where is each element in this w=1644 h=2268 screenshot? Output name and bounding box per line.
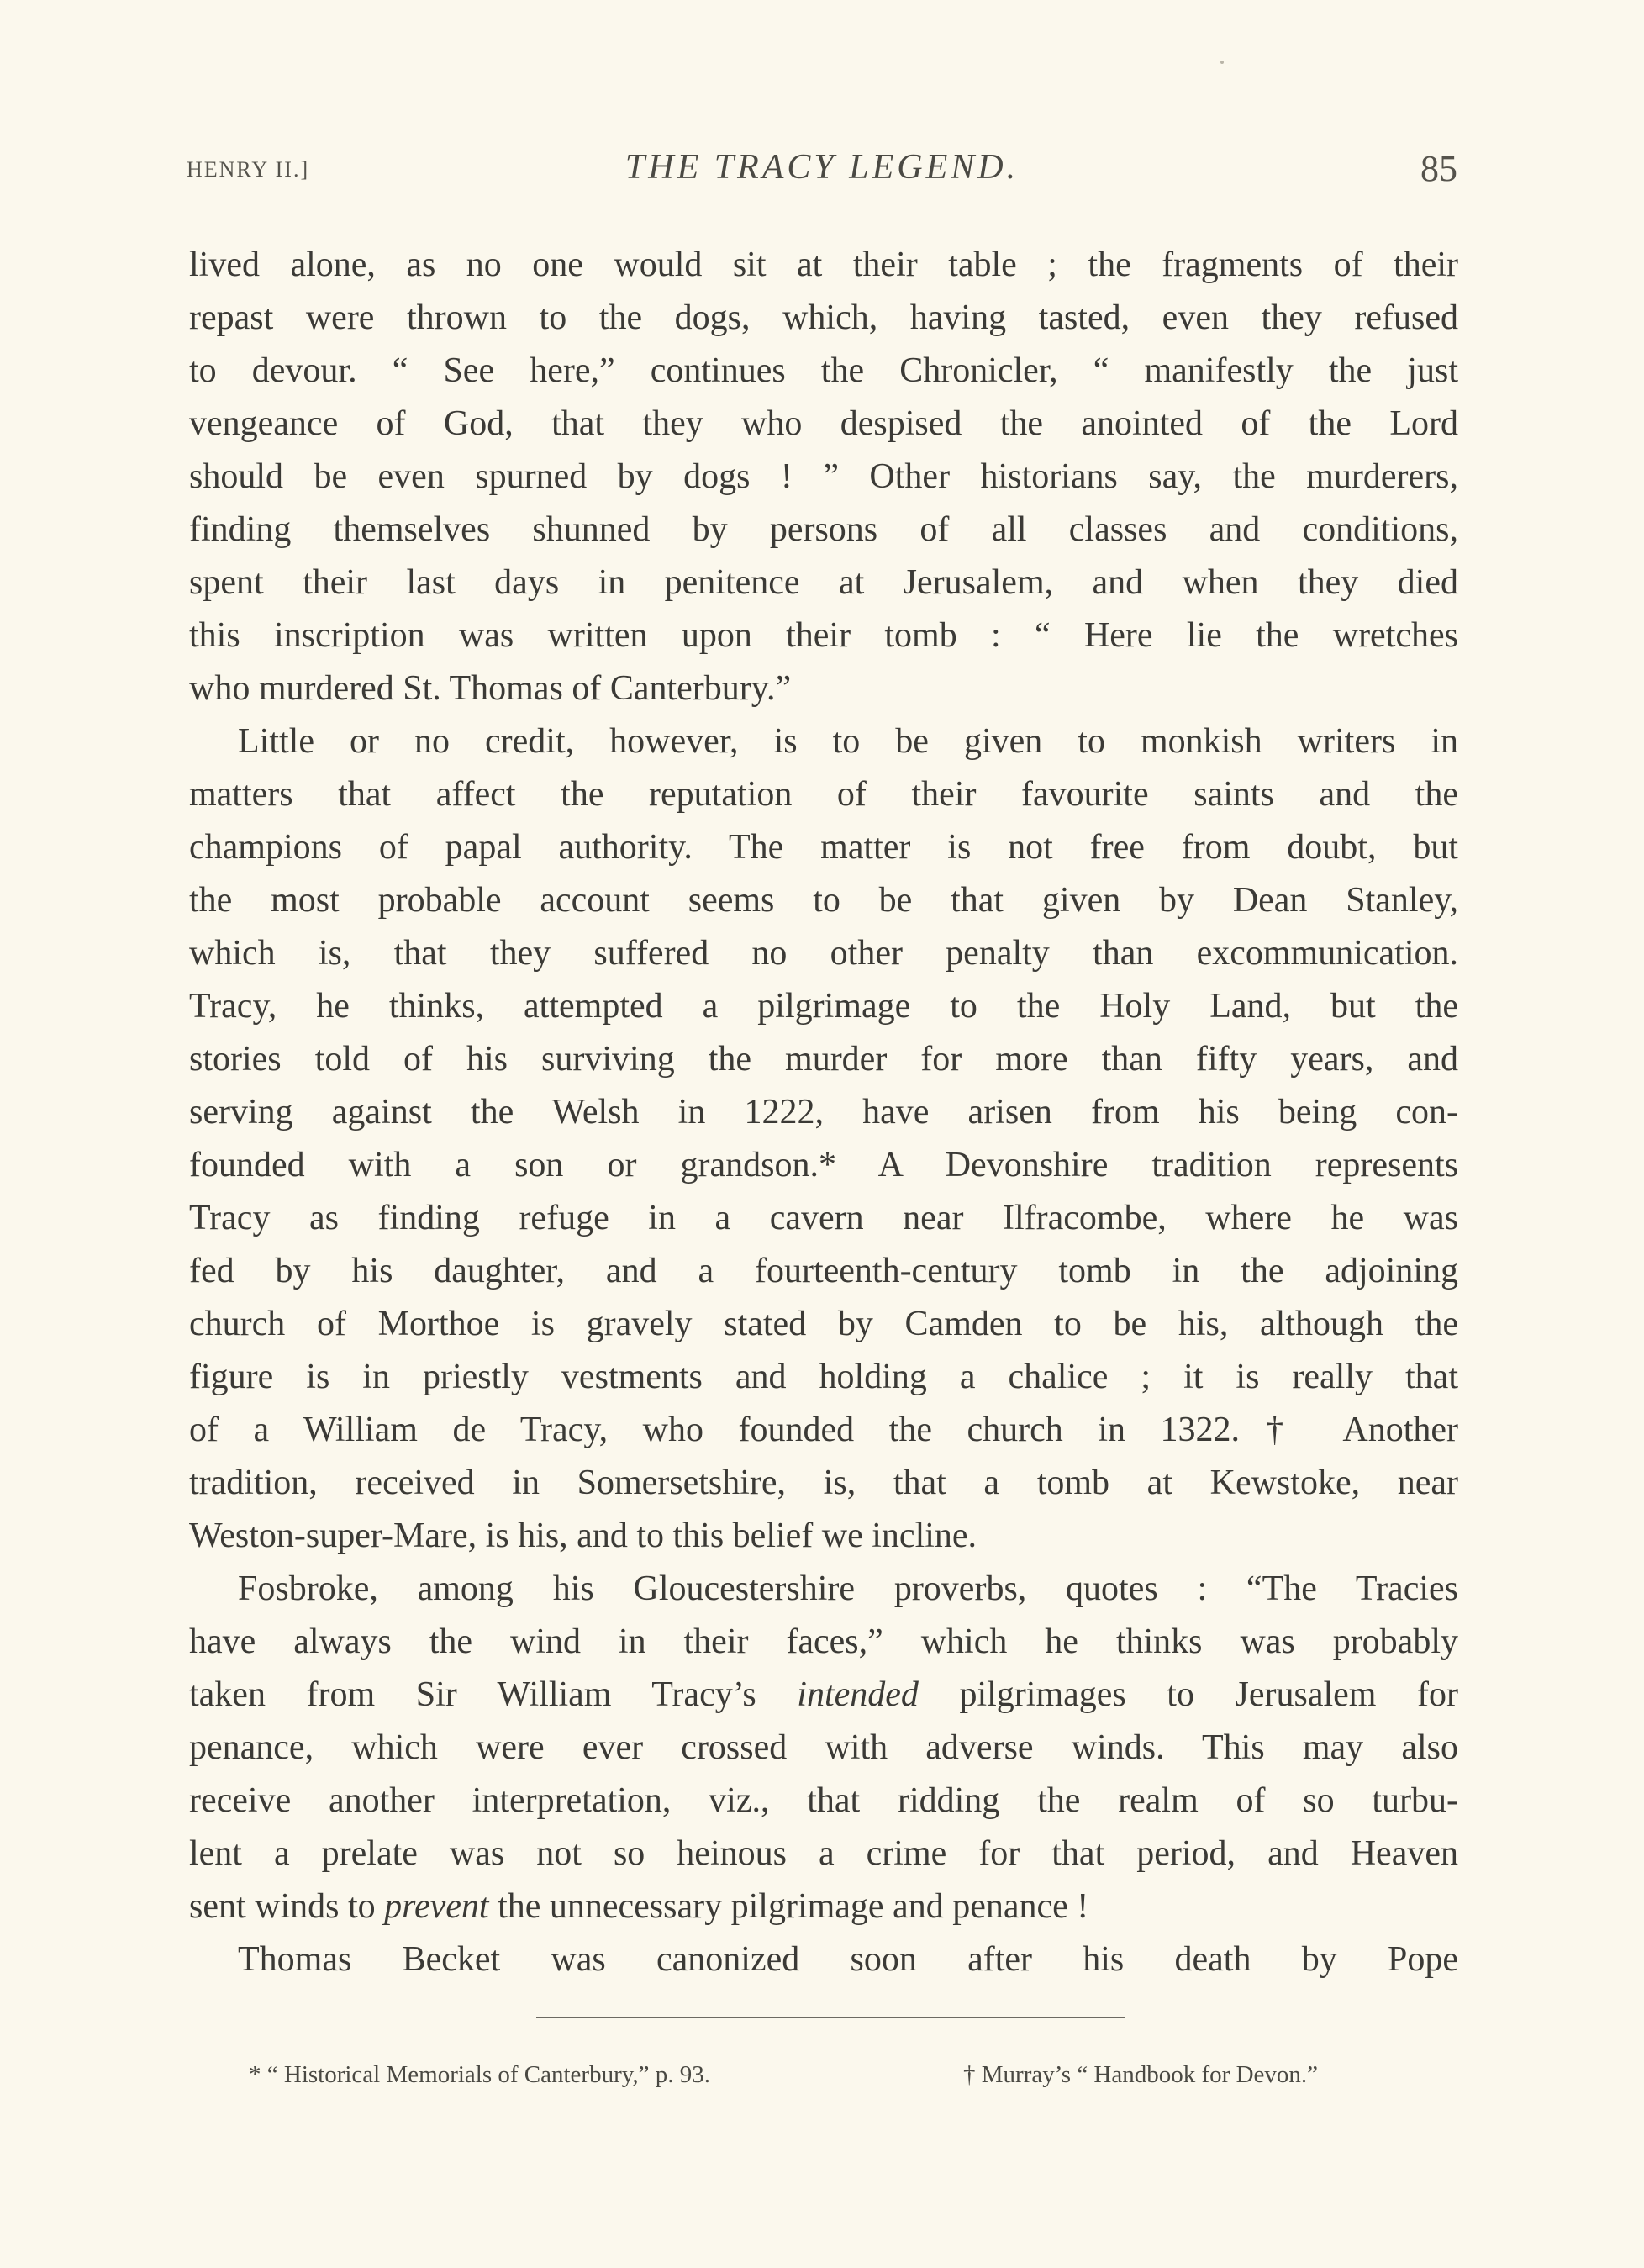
footnote-dagger: † Murray’s “ Handbook for Devon.” [963, 2061, 1319, 2088]
page-number: 85 [1420, 148, 1457, 189]
text-line: Tracy, he thinks, attempted a pilgrimage to the Holy Land, but the [189, 987, 1458, 1026]
text-line: lived alone, as no one would sit at their table ; the fragments of their [189, 245, 1458, 284]
text-line [189, 1669, 1458, 1722]
text-line: serving against the Welsh in 1222, have arisen from his being con- [189, 1093, 1458, 1131]
text-segment: sent winds to [189, 1887, 385, 1926]
text-line: which is, that they suffered no other penalty than excommunication. [189, 934, 1458, 973]
footnote-asterisk: * “ Historical Memorials of Canterbury,” p. 93. [249, 2061, 710, 2088]
text-line: Weston-super-Mare, is his, and to this belief we incline. [189, 1516, 977, 1555]
text-line: stories told of his surviving the murder for more than fifty years, and [189, 1040, 1458, 1079]
text-line: have always the wind in their faces,” which he thinks was probably [189, 1622, 1458, 1661]
text-line: vengeance of God, that they who despised the anointed of the Lord [189, 404, 1458, 443]
footnote-rule [536, 2017, 1125, 2018]
paragraph-start-line: Little or no credit, however, is to be given to monkish writers in [238, 722, 1458, 761]
text-line: founded with a son or grandson.* A Devonshire tradition represents [189, 1146, 1458, 1184]
text-line: who murdered St. Thomas of Canterbury.” [189, 669, 792, 708]
text-line [189, 1880, 1458, 1933]
text-line: tradition, received in Somersetshire, is, that a tomb at Kewstoke, near [189, 1464, 1458, 1502]
running-head-section: HENRY II.] [187, 157, 310, 182]
running-head [187, 147, 1457, 198]
text-line: matters that affect the reputation of their favourite saints and the [189, 775, 1458, 814]
paragraph-start-line: Fosbroke, among his Gloucestershire proverbs, quotes : “The Tracies [238, 1569, 1458, 1608]
footnotes [249, 2061, 1425, 2095]
text-line: Tracy as finding refuge in a cavern near Ilfracombe, where he was [189, 1199, 1458, 1237]
text-segment: the unnecessary pilgrimage and penance ! [488, 1887, 1089, 1926]
paragraph-start-line: Thomas Becket was canonized soon after his death by Pope [238, 1940, 1458, 1979]
italic-word: prevent [384, 1887, 489, 1926]
italic-word: intended [797, 1675, 919, 1714]
text-line: of a William de Tracy, who founded the church in 1322.† Another [189, 1411, 1458, 1449]
text-line: repast were thrown to the dogs, which, having tasted, even they refused [189, 298, 1458, 337]
text-line: the most probable account seems to be that given by Dean Stanley, [189, 881, 1458, 920]
text-segment: pilgrimages to Jerusalem for [918, 1675, 1458, 1714]
text-line: this inscription was written upon their tomb : “ Here lie the wretches [189, 616, 1458, 655]
text-line: church of Morthoe is gravely stated by Camden to be his, although the [189, 1305, 1458, 1343]
text-line: penance, which were ever crossed with adverse winds. This may also [189, 1728, 1458, 1767]
text-line: to devour. “ See here,” continues the Chronicler, “ manifestly the just [189, 351, 1458, 390]
text-line: lent a prelate was not so heinous a crime for that period, and Heaven [189, 1834, 1458, 1873]
text-line: champions of papal authority. The matter is not free from doubt, but [189, 828, 1458, 867]
text-segment: taken from Sir William Tracy’s [189, 1675, 798, 1714]
text-line: spent their last days in penitence at Jerusalem, and when they died [189, 563, 1458, 602]
text-line: receive another interpretation, viz., that ridding the realm of so turbu- [189, 1781, 1458, 1820]
text-line: figure is in priestly vestments and holding a chalice ; it is really that [189, 1358, 1458, 1396]
running-head-title: THE TRACY LEGEND. [624, 148, 1020, 187]
body-text [189, 239, 1458, 1986]
paper-speck [1220, 61, 1224, 64]
text-line: should be even spurned by dogs ! ” Other historians say, the murderers, [189, 457, 1458, 496]
text-line: fed by his daughter, and a fourteenth-century tomb in the adjoining [189, 1252, 1458, 1290]
text-line: finding themselves shunned by persons of all classes and conditions, [189, 510, 1458, 549]
